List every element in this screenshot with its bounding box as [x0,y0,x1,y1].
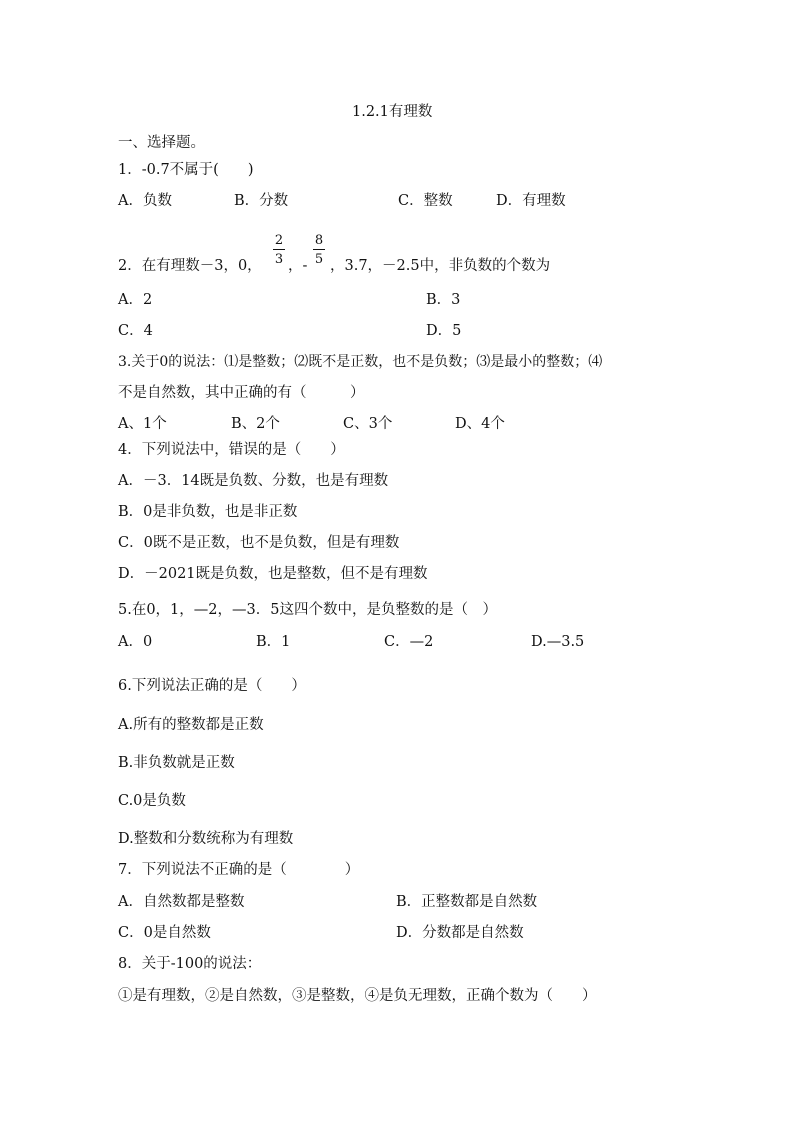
q1-option-b: B．分数 [234,193,289,209]
q1-option-a: A．负数 [118,193,172,209]
q2-frac1-denominator: 3 [274,252,284,267]
q2-stem-before: 2．在有理数－3，0， [118,258,262,274]
page-title: 1.2.1有理数 [352,104,433,120]
q1-stem: 1．-0.7不属于( ) [118,162,254,178]
q7-stem: 7．下列说法不正确的是（ ） [118,862,360,878]
q5-stem: 5.在0，1，—2，—3．5这四个数中，是负整数的是（ ） [118,602,497,618]
q7-option-c: C．0是自然数 [118,925,211,941]
q8-statements: ①是有理数，②是自然数，③是整数，④是负无理数，正确个数为（ ） [118,988,597,1004]
q7-option-d: D．分数都是自然数 [396,925,524,941]
q4-option-a: A．－3．14既是负数、分数，也是有理数 [118,473,389,489]
q2-frac2-bar [313,249,325,250]
q5-option-a: A．0 [118,634,153,650]
q6-option-c: C.0是负数 [118,793,186,809]
q6-option-b: B.非负数就是正数 [118,755,235,771]
q2-separator: ，- [288,258,308,274]
q3-option-a: A、1个 [118,416,167,432]
q2-frac2-numerator: 8 [314,233,324,248]
q2-stem-after: ，3.7，－2.5中，非负数的个数为 [330,258,551,274]
q5-option-c: C．—2 [384,634,434,650]
q1-option-c: C．整数 [398,193,453,209]
q3-stem-line1: 3.关于0的说法：⑴是整数；⑵既不是正数，也不是负数；⑶是最小的整数；⑷ [118,354,603,370]
q5-option-d: D.—3.5 [531,634,585,650]
q7-option-a: A．自然数都是整数 [118,894,245,910]
q4-option-c: C．0既不是正数，也不是负数，但是有理数 [118,535,400,551]
q6-stem: 6.下列说法正确的是（ ） [118,678,306,694]
q2-option-b: B．3 [426,292,461,308]
q2-frac1-numerator: 2 [274,233,284,248]
q3-option-c: C、3个 [343,416,393,432]
q2-option-a: A．2 [118,292,153,308]
q2-frac1-bar [273,249,285,250]
q7-option-b: B．正整数都是自然数 [396,894,538,910]
q3-stem-line2: 不是自然数，其中正确的有（ ） [118,385,365,401]
q8-stem: 8．关于-100的说法： [118,956,262,972]
q3-option-d: D、4个 [455,416,505,432]
q3-option-b: B、2个 [231,416,280,432]
q6-option-d: D.整数和分数统称为有理数 [118,831,294,847]
section-heading: 一、选择题。 [118,135,205,151]
q1-option-d: D．有理数 [496,193,566,209]
q4-option-b: B．0是非负数，也是非正数 [118,504,298,520]
q5-option-b: B．1 [256,634,291,650]
q2-option-c: C．4 [118,323,153,339]
q4-option-d: D．－2021既是负数，也是整数，但不是有理数 [118,566,428,582]
q4-stem: 4．下列说法中，错误的是（ ） [118,442,345,458]
q2-option-d: D．5 [426,323,462,339]
q6-option-a: A.所有的整数都是正数 [118,717,264,733]
q2-frac2-denominator: 5 [314,252,324,267]
